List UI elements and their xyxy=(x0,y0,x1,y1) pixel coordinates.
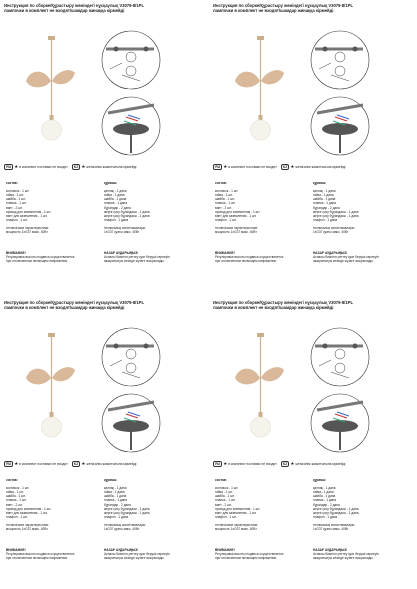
list-item: қалпақ - 1 дана xyxy=(104,188,127,193)
list-item: гайка - 1 дана xyxy=(104,489,125,494)
kz-tech-value: 1xG37 қуаты макс. 40Вт xyxy=(313,527,349,532)
glass-shade xyxy=(42,120,62,140)
list-item: плафон - 1 шт. xyxy=(215,218,237,223)
glass-shade xyxy=(251,120,271,140)
list-item: винт - 2 шт. xyxy=(6,205,23,210)
list-item: планка - 1 шт. xyxy=(215,498,236,503)
ru-tech-heading: технические характеристики: xyxy=(6,522,50,527)
ru-contents xyxy=(215,478,310,531)
list-item: жерге қосу бұрандасы - 1 дана xyxy=(313,209,359,214)
kz-tech-heading: техникалық сипаттамалары: xyxy=(313,225,355,230)
kz-warning-line: ажыратылуы кезінде жүзеге асырылады. xyxy=(104,259,165,264)
kz-warning-heading: НАЗАР АУДАРЫҢЫЗ! xyxy=(313,251,348,255)
mounting-diagram-top xyxy=(100,326,162,388)
list-item: жерге қосу бұрандасы - 1 дана xyxy=(104,506,150,511)
kz-badge: KZ xyxy=(281,461,290,467)
star-icon: ★ xyxy=(290,461,295,467)
lamp-illustration xyxy=(213,300,293,460)
header-subtitle: лампочки в комплект не входят/шамдар жинаққа кірмейді xyxy=(4,8,125,13)
list-item: шайба - 1 дана xyxy=(313,197,336,202)
list-item: винт - 2 шт. xyxy=(215,205,232,210)
left-leaf xyxy=(235,369,260,385)
glass-shade xyxy=(251,417,271,437)
list-item: гайка - 1 дана xyxy=(104,192,125,197)
kz-warning-line: Аспалы биіктігін реттеу қуат берушi кернеуiн xyxy=(104,255,170,260)
ru-contents xyxy=(6,181,101,234)
kz-tech-value: 1xG37 қуаты макс. 40Вт xyxy=(104,230,140,235)
ru-heading: состав: xyxy=(6,478,18,482)
star-icon: ★ xyxy=(223,164,228,170)
ceiling-canopy xyxy=(257,333,264,337)
ru-badge: RU xyxy=(4,164,13,170)
list-item: шайба - 1 дана xyxy=(313,494,336,499)
kz-warning-line: Аспалы биіктігін реттеу қуат берушi кернеуiн xyxy=(313,255,379,260)
list-item: қалпақ - 1 дана xyxy=(104,485,127,490)
list-item: бұрандар - 2 дана xyxy=(313,205,340,210)
kz-contents xyxy=(104,478,199,531)
list-item: колпачок - 1 шт. xyxy=(215,188,239,193)
kz-tech-heading: техникалық сипаттамалары: xyxy=(104,225,146,230)
ru-badge: RU xyxy=(4,461,13,467)
ru-warning-line: при отключенном питающем напряжении xyxy=(215,259,277,264)
list-item: винт для заземления - 1 шт. xyxy=(6,213,48,218)
header-title: Инструкция по сборке/Құрастыру жөніндегі нұсқаулық V3079-8/1PL xyxy=(213,3,354,8)
kz-badge: KZ xyxy=(72,164,81,170)
kz-tech-value: 1xG37 қуаты макс. 40Вт xyxy=(313,230,349,235)
ru-warning-line: при отключенном питающем напряжении xyxy=(215,556,277,561)
list-item: плафон - 1 дана xyxy=(104,218,129,223)
list-item: планка - 1 дана xyxy=(104,498,128,503)
mounting-diagram-bottom xyxy=(100,392,162,454)
ru-warning-heading: ВНИМАНИЕ! xyxy=(6,251,26,255)
list-item: плафон - 1 шт. xyxy=(6,515,28,520)
star-icon: ★ xyxy=(14,461,19,467)
list-item: винт - 2 шт. xyxy=(6,502,23,507)
ru-warning xyxy=(6,548,104,561)
bulb-holder xyxy=(50,115,54,120)
kz-badge: KZ xyxy=(281,164,290,170)
lamp-illustration xyxy=(4,3,84,163)
ceiling-canopy xyxy=(48,333,55,337)
ru-tech-heading: технические характеристики: xyxy=(215,522,259,527)
ru-legend-text: в комплект поставки не входит xyxy=(228,165,277,169)
mounting-diagram-bottom xyxy=(309,95,371,157)
list-item: гайка - 1 шт. xyxy=(6,489,24,494)
ru-badge: RU xyxy=(213,164,222,170)
right-leaf xyxy=(52,70,75,84)
kz-legend-text: жеткізілім жиынтығына кірмейді xyxy=(295,462,346,466)
header-title: Инструкция по сборке/Құрастыру жөніндегі нұсқаулық V3079-8/1PL xyxy=(4,300,145,305)
kz-tech-heading: техникалық сипаттамалары: xyxy=(313,522,355,527)
list-item: плафон - 1 дана xyxy=(313,515,338,520)
ru-warning-line: Регулировка высоты подвеса осуществляется xyxy=(215,552,284,557)
list-item: гайка - 1 шт. xyxy=(6,192,24,197)
list-item: қалпақ - 1 дана xyxy=(313,485,336,490)
ru-contents xyxy=(6,478,101,531)
kz-contents xyxy=(313,181,408,234)
list-item: плафон - 1 шт. xyxy=(6,218,28,223)
list-item: провод для заземления - 1 шт. xyxy=(6,506,52,511)
kz-tech-value: 1xG37 қуаты макс. 40Вт xyxy=(104,527,140,532)
list-item: жерге қосу бұрандасы - 1 дана xyxy=(313,506,359,511)
ru-warning-line: Регулировка высоты подвеса осуществляется xyxy=(6,552,75,557)
list-item: бұрандар - 2 дана xyxy=(104,205,131,210)
left-leaf xyxy=(26,369,51,385)
mounting-diagram-top xyxy=(309,29,371,91)
ru-legend-text: в комплект поставки не входит xyxy=(19,165,68,169)
right-leaf xyxy=(261,70,284,84)
bulb-holder xyxy=(259,115,263,120)
kz-heading: құрамы: xyxy=(104,181,118,185)
kz-warning-heading: НАЗАР АУДАРЫҢЫЗ! xyxy=(104,251,139,255)
list-item: жерге қосу бұрандасы - 1 дана xyxy=(104,213,150,218)
kz-warning-line: ажыратылуы кезінде жүзеге асырылады. xyxy=(104,556,165,561)
ru-tech-value: мощность 1xG37 макс. 40Вт xyxy=(6,230,48,235)
star-icon: ★ xyxy=(290,164,295,170)
list-item: жерге қосу бұрандасы - 1 дана xyxy=(104,209,150,214)
kz-warning xyxy=(313,251,411,264)
list-item: шайба - 1 шт. xyxy=(215,197,235,202)
list-item: провод для заземления - 1 шт. xyxy=(215,506,261,511)
ru-warning xyxy=(215,548,313,561)
list-item: планка - 1 шт. xyxy=(215,201,236,206)
list-item: колпачок - 1 шт. xyxy=(6,485,30,490)
kz-legend-text: жеткізілім жиынтығына кірмейді xyxy=(86,165,137,169)
instruction-panel xyxy=(4,3,204,283)
list-item: гайка - 1 шт. xyxy=(215,489,233,494)
legend-row xyxy=(4,461,204,469)
kz-warning-line: ажыратылуы кезінде жүзеге асырылады. xyxy=(313,259,374,264)
right-leaf xyxy=(261,367,284,381)
instruction-panel xyxy=(213,3,413,283)
ru-heading: состав: xyxy=(215,478,227,482)
list-item: шайба - 1 шт. xyxy=(6,197,26,202)
list-item: шайба - 1 дана xyxy=(104,494,127,499)
list-item: винт для заземления - 1 шт. xyxy=(215,213,257,218)
list-item: винт для заземления - 1 шт. xyxy=(6,510,48,515)
ru-warning-heading: ВНИМАНИЕ! xyxy=(6,548,26,552)
ru-heading: состав: xyxy=(6,181,18,185)
legend-row xyxy=(4,164,204,172)
right-leaf xyxy=(52,367,75,381)
ru-warning-line: Регулировка высоты подвеса осуществляется xyxy=(6,255,75,260)
list-item: планка - 1 шт. xyxy=(6,201,27,206)
ru-warning-line: Регулировка высоты подвеса осуществляется xyxy=(215,255,284,260)
kz-heading: құрамы: xyxy=(104,478,118,482)
mounting-diagram-top xyxy=(309,326,371,388)
ru-warning xyxy=(215,251,313,264)
kz-warning-line: Аспалы биіктігін реттеу қуат берушi кернеуiн xyxy=(313,552,379,557)
lamp-illustration xyxy=(4,300,84,460)
ru-tech-heading: технические характеристики: xyxy=(215,225,259,230)
ru-legend-text: в комплект поставки не входит xyxy=(19,462,68,466)
ru-warning xyxy=(6,251,104,264)
ru-warning-line: при отключенном питающем напряжении xyxy=(6,556,68,561)
kz-heading: құрамы: xyxy=(313,478,327,482)
list-item: жерге қосу бұрандасы - 1 дана xyxy=(313,213,359,218)
kz-heading: құрамы: xyxy=(313,181,327,185)
bulb-holder xyxy=(259,412,263,417)
list-item: гайка - 1 дана xyxy=(313,489,334,494)
list-item: плафон - 1 шт. xyxy=(215,515,237,520)
list-item: планка - 1 дана xyxy=(313,498,337,503)
kz-badge: KZ xyxy=(72,461,81,467)
list-item: планка - 1 шт. xyxy=(6,498,27,503)
left-leaf xyxy=(235,72,260,88)
list-item: планка - 1 дана xyxy=(313,201,337,206)
kz-warning-line: Аспалы биіктігін реттеу қуат берушi кернеуiн xyxy=(104,552,170,557)
kz-warning xyxy=(104,548,202,561)
kz-tech-heading: техникалық сипаттамалары: xyxy=(104,522,146,527)
header-title: Инструкция по сборке/Құрастыру жөніндегі нұсқаулық V3079-8/1PL xyxy=(213,300,354,305)
ru-tech-heading: технические характеристики: xyxy=(6,225,50,230)
list-item: шайба - 1 дана xyxy=(104,197,127,202)
list-item: шайба - 1 шт. xyxy=(6,494,26,499)
left-leaf xyxy=(26,72,51,88)
list-item: винт - 2 шт. xyxy=(215,502,232,507)
list-item: гайка - 1 шт. xyxy=(215,192,233,197)
ru-tech-value: мощность 1xG37 макс. 40Вт xyxy=(215,527,257,532)
kz-warning-heading: НАЗАР АУДАРЫҢЫЗ! xyxy=(104,548,139,552)
mounting-diagram-bottom xyxy=(309,392,371,454)
header-title: Инструкция по сборке/Құрастыру жөніндегі нұсқаулық V3079-8/1PL xyxy=(4,3,145,8)
kz-contents xyxy=(313,478,408,531)
star-icon: ★ xyxy=(81,164,86,170)
bulb-holder xyxy=(50,412,54,417)
header-subtitle: лампочки в комплект не входят/шамдар жинаққа кірмейді xyxy=(213,8,334,13)
kz-warning-line: ажыратылуы кезінде жүзеге асырылады. xyxy=(313,556,374,561)
list-item: плафон - 1 дана xyxy=(313,218,338,223)
list-item: провод для заземления - 1 шт. xyxy=(215,209,261,214)
star-icon: ★ xyxy=(223,461,228,467)
list-item: провод для заземления - 1 шт. xyxy=(6,209,52,214)
kz-warning xyxy=(313,548,411,561)
list-item: плафон - 1 дана xyxy=(104,515,129,520)
ru-tech-value: мощность 1xG37 макс. 40Вт xyxy=(215,230,257,235)
kz-legend-text: жеткізілім жиынтығына кірмейді xyxy=(295,165,346,169)
list-item: гайка - 1 дана xyxy=(313,192,334,197)
ru-contents xyxy=(215,181,310,234)
ceiling-canopy xyxy=(257,36,264,40)
list-item: бұрандар - 2 дана xyxy=(313,502,340,507)
ru-heading: состав: xyxy=(215,181,227,185)
ru-warning-line: при отключенном питающем напряжении xyxy=(6,259,68,264)
instruction-panel xyxy=(213,300,413,580)
kz-warning xyxy=(104,251,202,264)
list-item: жерге қосу бұрандасы - 1 дана xyxy=(313,510,359,515)
ru-legend-text: в комплект поставки не входит xyxy=(228,462,277,466)
list-item: бұрандар - 2 дана xyxy=(104,502,131,507)
list-item: колпачок - 1 шт. xyxy=(215,485,239,490)
list-item: колпачок - 1 шт. xyxy=(6,188,30,193)
kz-warning-heading: НАЗАР АУДАРЫҢЫЗ! xyxy=(313,548,348,552)
kz-legend-text: жеткізілім жиынтығына кірмейді xyxy=(86,462,137,466)
star-icon: ★ xyxy=(81,461,86,467)
kz-contents xyxy=(104,181,199,234)
legend-row xyxy=(213,164,413,172)
star-icon: ★ xyxy=(14,164,19,170)
ceiling-canopy xyxy=(48,36,55,40)
ru-tech-value: мощность 1xG37 макс. 40Вт xyxy=(6,527,48,532)
list-item: шайба - 1 шт. xyxy=(215,494,235,499)
list-item: қалпақ - 1 дана xyxy=(313,188,336,193)
instruction-panel xyxy=(4,300,204,580)
lamp-illustration xyxy=(213,3,293,163)
glass-shade xyxy=(42,417,62,437)
list-item: планка - 1 дана xyxy=(104,201,128,206)
legend-row xyxy=(213,461,413,469)
ru-warning-heading: ВНИМАНИЕ! xyxy=(215,251,235,255)
mounting-diagram-top xyxy=(100,29,162,91)
list-item: винт для заземления - 1 шт. xyxy=(215,510,257,515)
mounting-diagram-bottom xyxy=(100,95,162,157)
header-subtitle: лампочки в комплект не входят/шамдар жинаққа кірмейді xyxy=(4,305,125,310)
ru-badge: RU xyxy=(213,461,222,467)
list-item: жерге қосу бұрандасы - 1 дана xyxy=(104,510,150,515)
header-subtitle: лампочки в комплект не входят/шамдар жинаққа кірмейді xyxy=(213,305,334,310)
ru-warning-heading: ВНИМАНИЕ! xyxy=(215,548,235,552)
